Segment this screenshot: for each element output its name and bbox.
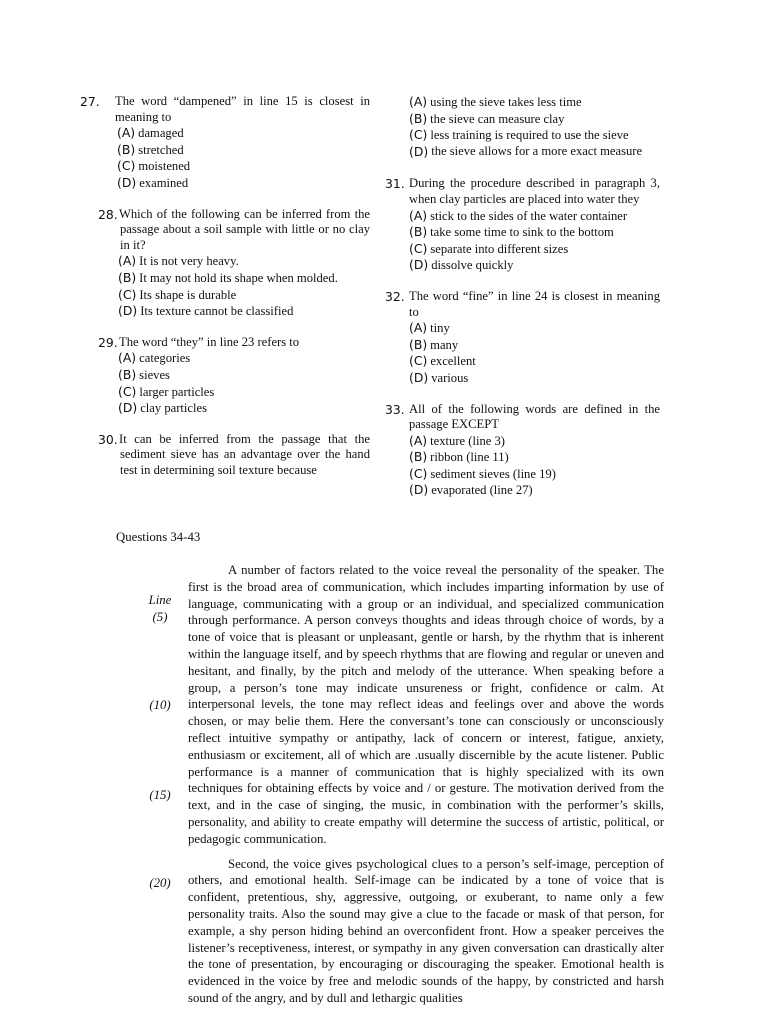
option-letter: (A) [409,94,428,109]
answer-option-d [80,175,370,192]
option-text: various [431,370,469,385]
option-letter: (C) [118,383,137,399]
question-stem: The word “fine” in line 24 is closest in meaning to [409,288,660,319]
line-label: (10) [149,698,171,712]
answer-option-d [385,370,660,387]
question-stem: During the procedure described in paragraph 3, when clay particles are placed into water they [409,176,660,206]
answer-option-d [98,400,370,417]
answer-option-b [98,270,370,287]
option-text: Its shape is durable [139,287,237,302]
answer-option-c [385,127,660,144]
answer-option-d [385,482,660,499]
answer-option-c [385,353,660,370]
option-text: moistened [138,159,191,174]
answer-option-a [385,433,660,450]
answer-option-a [80,125,370,142]
answer-option-d [385,257,660,274]
option-letter: (D) [118,400,138,416]
question-stem: Which of the following can be inferred from the passage about a soil sample with little or no clay in it? [119,206,370,252]
option-letter: (B) [409,336,428,352]
question-number: 31. [385,176,405,192]
option-letter: (A) [409,320,428,336]
option-text: excellent [430,354,476,369]
option-text: texture (line 3) [430,433,505,448]
option-text: It is not very heavy. [139,254,239,269]
question-number: 29. [98,334,118,350]
answer-option-c [385,466,660,483]
option-letter: (C) [409,353,428,369]
option-letter: (B) [409,449,428,465]
passage-paragraph: Second, the voice gives psychological clues to a person’s self-image, perception of others, and emotional health. Self-image can be indicated by a tone of voice that is confident, pretentious, shy, aggressive, outgoing, or exuberant, to name only a few personality traits. Also the sound may give a clue to the facade or mask of that person, for example, a shy person hiding behind an overconfident front. How a speaker perceives the listener’s receptiveness, interest, or sympathy in any given conversation can drastically alter the tone of presentation, by encouraging or discouraging the speaker. Emotional health is evidenced in the voice by free and melodic sounds of the happy, by constricted and harsh sound of the angry, and by dull and lethargic qualities [188,856,664,1005]
option-text: less training is required to use the sieve [430,128,629,143]
option-text: tiny [430,321,450,336]
option-letter: (B) [118,269,137,285]
question-27 [80,94,370,192]
option-letter: (D) [409,482,429,498]
option-letter: (C) [409,465,428,481]
answer-option-c [80,158,370,175]
option-text: the sieve allows for a more exact measure [431,143,643,158]
option-text: dissolve quickly [431,258,514,273]
option-letter: (A) [118,253,137,269]
option-text: damaged [138,126,184,141]
question-29 [80,335,370,417]
option-text: sieves [139,367,170,382]
option-letter: (B) [117,141,136,157]
option-letter: (C) [118,286,137,302]
option-letter: (D) [117,174,137,190]
option-letter: (B) [409,110,428,126]
right-question-column [385,94,660,514]
option-letter: (C) [409,127,428,143]
option-letter: (D) [118,303,138,319]
question-number: 27. [80,94,100,109]
option-text: using the sieve takes less time [430,95,582,109]
question-33 [385,402,660,500]
line-label: (5) [152,610,168,624]
left-question-column [80,94,370,493]
option-text: many [430,337,459,352]
line-label: Line [148,593,172,607]
option-letter: (A) [409,207,428,223]
option-text: the sieve can measure clay [430,111,565,126]
option-text: sediment sieves (line 19) [430,466,556,481]
question-number: 30. [98,431,118,447]
question-number: 28. [98,206,118,222]
answer-option-c [98,384,370,401]
option-text: Its texture cannot be classified [140,304,294,319]
option-text: larger particles [139,384,215,399]
option-text: It may not hold its shape when molded. [139,270,338,285]
answer-option-b [385,337,660,354]
answer-option-d [385,144,660,161]
option-letter: (D) [409,143,429,159]
line-label: (20) [149,876,171,890]
line-label: (15) [149,788,171,802]
answer-option-a [385,94,660,111]
answer-option-c [385,241,660,258]
option-letter: (B) [409,224,428,240]
question-number: 32. [385,288,405,304]
answer-option-a [385,320,660,337]
option-text: stick to the sides of the water container [430,208,628,223]
section-title: Questions 34-43 [116,530,201,544]
answer-option-d [98,303,370,320]
option-text: examined [139,175,189,190]
answer-option-b [385,224,660,241]
answer-option-b [80,142,370,159]
question-30-options [385,94,660,160]
option-text: stretched [138,142,184,157]
option-letter: (D) [409,369,429,385]
answer-option-a [385,208,660,225]
answer-option-b [385,111,660,128]
answer-option-a [98,350,370,367]
reading-passage [188,562,664,1015]
answer-option-b [98,367,370,384]
question-30 [80,432,370,479]
option-text: clay particles [140,401,208,416]
passage-paragraph: A number of factors related to the voice reveal the personality of the speaker. The first is the broad area of communication, which includes imparting information by use of language, communicating with a group or an individual, and specialized communication through performance. A person conveys thoughts and ideas through choice of words, by a tone of voice that is pleasant or unpleasant, gentle or harsh, by the rhythm that is inherent within the language itself, and by speech rhythms that are flowing and regular or uneven and hesitant, and finally, by the pitch and melody of the utterance. When speaking before a group, a person’s tone may indicate unsureness or fright, confidence or calm. At interpersonal levels, the tone may reflect ideas and feelings over and above the words chosen, or may belie them. Here the conversant’s tone can consciously or unconsciously reflect intuitive sympathy or antipathy, lack of concern or interest, fatigue, anxiety, enthusiasm or excitement, all of which are .usually discernible by the acute listener. Public performance is a manner of communication that is highly specialized with its own techniques for obtaining effects by voice and / or gesture. The motivation derived from the text, and in the case of singing, the music, in combination with the performer’s skills, personality, and ability to create empathy will determine the success of artistic, political, or pedagogic communication. [188,563,664,846]
option-letter: (A) [118,350,137,366]
answer-option-b [385,449,660,466]
option-text: ribbon (line 11) [430,450,509,465]
question-stem: All of the following words are defined in the passage EXCEPT [409,401,660,432]
option-text: take some time to sink to the bottom [430,225,614,240]
question-32 [385,289,660,387]
answer-option-a [98,253,370,270]
option-text: evaporated (line 27) [431,483,533,498]
question-number: 33. [385,401,405,417]
question-28 [80,207,370,320]
answer-option-c [98,287,370,304]
question-stem: It can be inferred from the passage that the sediment sieve has an advantage over the hand test in determining soil texture because [119,431,370,477]
option-letter: (D) [409,257,429,273]
option-letter: (C) [117,158,136,174]
option-letter: (A) [409,432,428,448]
option-letter: (C) [409,240,428,256]
question-stem: The word “dampened” in line 15 is closest in meaning to [115,94,370,124]
option-text: separate into different sizes [430,241,569,256]
option-text: categories [139,351,191,366]
option-letter: (B) [118,366,137,382]
option-letter: (A) [117,125,136,141]
question-stem: The word “they” in line 23 refers to [119,334,300,349]
question-31 [385,176,660,274]
